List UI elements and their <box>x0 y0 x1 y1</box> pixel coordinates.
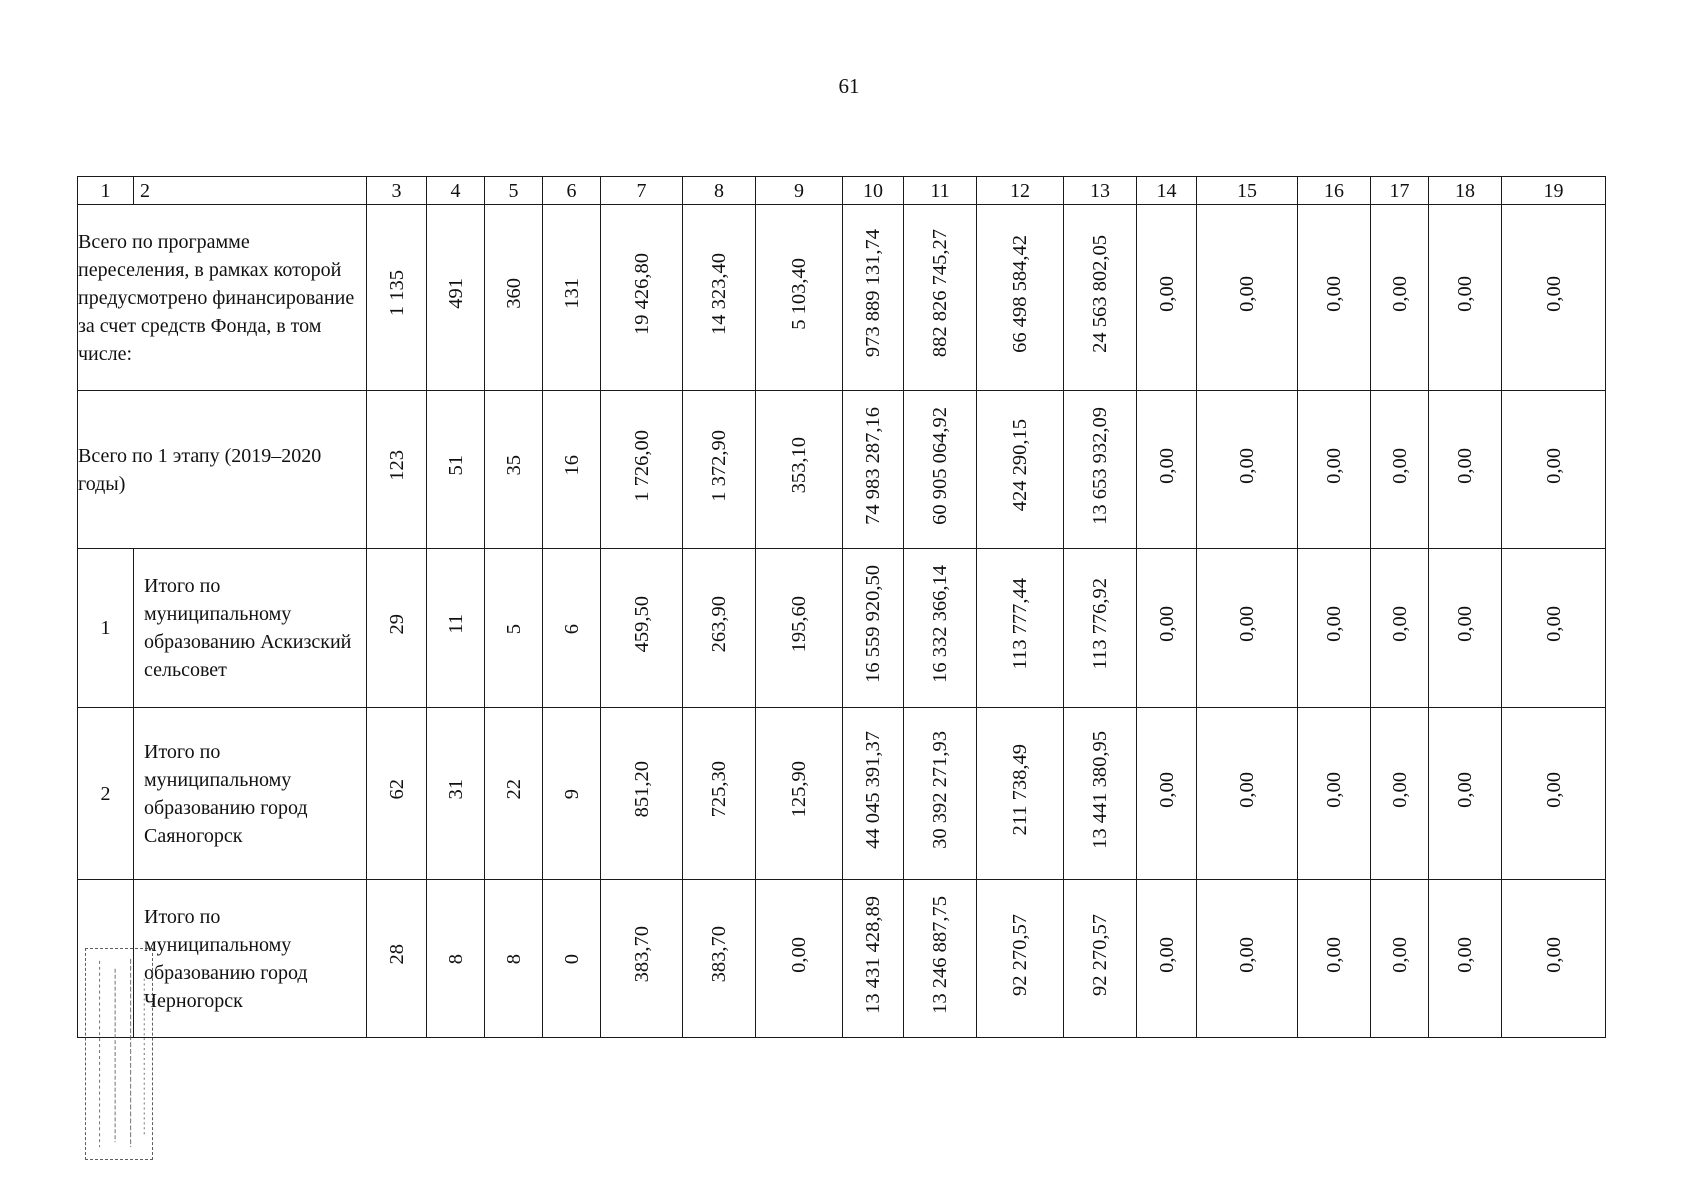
value-text: 0,00 <box>1155 447 1178 484</box>
value-cell-col-8 <box>683 549 756 708</box>
column-number-1: 1 <box>78 177 134 205</box>
value-cell-col-11 <box>904 880 977 1038</box>
municipality-row <box>78 880 1606 1038</box>
stamp <box>85 948 153 1160</box>
value-cell-col-4 <box>427 391 485 549</box>
value-text: 1 726,00 <box>630 429 653 502</box>
value-cell-col-15 <box>1197 708 1298 880</box>
value-text: 0,00 <box>1542 771 1565 808</box>
value-cell-col-9 <box>756 549 843 708</box>
value-text: 263,90 <box>708 595 730 653</box>
value-cell-col-12 <box>977 880 1064 1038</box>
value-cell-col-10 <box>843 880 904 1038</box>
value-cell-col-12 <box>977 549 1064 708</box>
value-text: 0,00 <box>1236 606 1258 642</box>
value-text: 29 <box>385 613 408 635</box>
value-cell-col-3 <box>367 708 427 880</box>
value-text: 8 <box>444 954 467 965</box>
value-text: 13 431 428,89 <box>862 895 884 1014</box>
value-text: 22 <box>502 779 525 800</box>
value-text: 28 <box>385 944 408 965</box>
value-text: 0,00 <box>1388 771 1411 808</box>
value-text: 0,00 <box>1542 606 1565 642</box>
column-number-16: 16 <box>1298 177 1371 205</box>
value-cell-col-16 <box>1298 708 1371 880</box>
value-cell-col-9 <box>756 205 843 391</box>
value-cell-col-14 <box>1137 549 1197 708</box>
value-text: 74 983 287,16 <box>862 406 884 525</box>
column-number-14: 14 <box>1137 177 1197 205</box>
value-text: 0,00 <box>1236 447 1258 484</box>
column-number-18: 18 <box>1429 177 1502 205</box>
value-cell-col-11 <box>904 708 977 880</box>
value-text: 11 <box>444 614 467 634</box>
municipality-row <box>78 708 1606 880</box>
value-cell-col-6 <box>543 205 601 391</box>
value-cell-col-17 <box>1371 549 1429 708</box>
value-cell-col-5 <box>485 391 543 549</box>
value-cell-col-16 <box>1298 549 1371 708</box>
value-text: 851,20 <box>630 761 653 818</box>
total-row <box>78 205 1606 391</box>
value-text: 5 <box>502 623 525 634</box>
value-cell-col-8 <box>683 708 756 880</box>
value-cell-col-11 <box>904 205 977 391</box>
value-text: 0,00 <box>1323 771 1345 808</box>
value-text: 0,00 <box>1323 447 1345 484</box>
column-number-10: 10 <box>843 177 904 205</box>
value-text: 13 653 932,09 <box>1089 406 1111 525</box>
column-number-7: 7 <box>601 177 683 205</box>
value-text: 0,00 <box>1388 936 1411 973</box>
value-cell-col-8 <box>683 205 756 391</box>
value-cell-col-8 <box>683 391 756 549</box>
row-label: Итого по муниципальному образованию город Саяногорск <box>134 708 367 880</box>
value-text: 31 <box>444 779 467 800</box>
value-text: 0,00 <box>1542 275 1565 312</box>
value-cell-col-7 <box>601 549 683 708</box>
column-number-5: 5 <box>485 177 543 205</box>
column-number-13: 13 <box>1064 177 1137 205</box>
value-cell-col-19 <box>1502 391 1606 549</box>
column-number-12: 12 <box>977 177 1064 205</box>
row-label: Итого по муниципальному образованию Аскизский сельсовет <box>134 549 367 708</box>
value-text: 131 <box>560 278 583 309</box>
value-text: 0,00 <box>1323 936 1345 973</box>
value-text: 0,00 <box>1388 275 1411 312</box>
value-cell-col-17 <box>1371 205 1429 391</box>
value-cell-col-15 <box>1197 205 1298 391</box>
value-text: 16 332 366,14 <box>929 565 951 683</box>
value-cell-col-18 <box>1429 391 1502 549</box>
column-number-15: 15 <box>1197 177 1298 205</box>
row-label: Всего по 1 этапу (2019–2020 годы) <box>78 391 367 549</box>
value-text: 0,00 <box>1236 275 1258 312</box>
value-cell-col-15 <box>1197 549 1298 708</box>
value-cell-col-13 <box>1064 391 1137 549</box>
value-text: 0,00 <box>1155 275 1178 312</box>
value-cell-col-9 <box>756 391 843 549</box>
value-text: 424 290,15 <box>1009 419 1031 512</box>
value-text: 0,00 <box>1542 447 1565 484</box>
value-cell-col-18 <box>1429 880 1502 1038</box>
value-text: 0,00 <box>1323 275 1345 312</box>
value-text: 5 103,40 <box>788 257 810 330</box>
value-cell-col-13 <box>1064 708 1137 880</box>
value-cell-col-5 <box>485 549 543 708</box>
value-text: 0,00 <box>1388 447 1411 484</box>
value-text: 16 <box>560 455 583 476</box>
value-text: 383,70 <box>630 926 653 983</box>
column-number-4: 4 <box>427 177 485 205</box>
value-text: 0,00 <box>1454 936 1476 973</box>
value-text: 725,30 <box>708 761 730 818</box>
row-label: Всего по программе переселения, в рамках которой предусмотрено финансирование за счет средств Фонда, в том числе: <box>78 205 367 391</box>
value-cell-col-11 <box>904 549 977 708</box>
value-text: 113 776,92 <box>1089 578 1111 670</box>
value-cell-col-13 <box>1064 549 1137 708</box>
value-cell-col-7 <box>601 391 683 549</box>
value-text: 0,00 <box>1155 936 1178 973</box>
row-number: 1 <box>78 549 134 708</box>
value-text: 125,90 <box>788 761 810 818</box>
municipality-row <box>78 549 1606 708</box>
column-number-11: 11 <box>904 177 977 205</box>
value-cell-col-14 <box>1137 880 1197 1038</box>
value-cell-col-17 <box>1371 391 1429 549</box>
value-text: 353,10 <box>788 437 810 494</box>
value-cell-col-16 <box>1298 205 1371 391</box>
value-cell-col-15 <box>1197 391 1298 549</box>
value-cell-col-18 <box>1429 708 1502 880</box>
value-text: 13 441 380,95 <box>1089 730 1111 849</box>
value-cell-col-12 <box>977 205 1064 391</box>
value-text: 0,00 <box>1155 771 1178 808</box>
column-number-row <box>78 177 1606 205</box>
value-cell-col-19 <box>1502 708 1606 880</box>
column-number-17: 17 <box>1371 177 1429 205</box>
value-text: 123 <box>385 450 408 481</box>
value-cell-col-17 <box>1371 880 1429 1038</box>
value-text: 0,00 <box>1323 606 1345 642</box>
value-text: 360 <box>502 278 525 309</box>
value-cell-col-5 <box>485 880 543 1038</box>
row-number: 2 <box>78 708 134 880</box>
value-cell-col-16 <box>1298 391 1371 549</box>
column-number-2: 2 <box>134 177 367 205</box>
value-text: 9 <box>560 789 583 800</box>
column-number-8: 8 <box>683 177 756 205</box>
value-cell-col-12 <box>977 391 1064 549</box>
value-text: 0,00 <box>1454 447 1476 484</box>
value-cell-col-6 <box>543 708 601 880</box>
value-cell-col-4 <box>427 205 485 391</box>
value-cell-col-6 <box>543 549 601 708</box>
value-text: 0,00 <box>1542 936 1565 973</box>
value-text: 973 889 131,74 <box>862 229 884 358</box>
value-text: 14 323,40 <box>708 252 730 335</box>
value-text: 0,00 <box>1236 771 1258 808</box>
value-cell-col-19 <box>1502 205 1606 391</box>
value-cell-col-11 <box>904 391 977 549</box>
value-text: 459,50 <box>630 595 653 653</box>
value-cell-col-13 <box>1064 205 1137 391</box>
value-text: 882 826 745,27 <box>929 229 951 358</box>
value-cell-col-4 <box>427 549 485 708</box>
value-cell-col-16 <box>1298 880 1371 1038</box>
value-cell-col-18 <box>1429 205 1502 391</box>
value-cell-col-6 <box>543 391 601 549</box>
value-text: 66 498 584,42 <box>1009 234 1031 353</box>
value-text: 1 135 <box>385 270 408 317</box>
value-cell-col-19 <box>1502 549 1606 708</box>
value-text: 16 559 920,50 <box>862 565 884 683</box>
value-cell-col-13 <box>1064 880 1137 1038</box>
value-cell-col-3 <box>367 880 427 1038</box>
value-cell-col-7 <box>601 708 683 880</box>
value-text: 0 <box>560 954 583 965</box>
value-text: 113 777,44 <box>1009 578 1031 670</box>
value-cell-col-14 <box>1137 391 1197 549</box>
value-text: 13 246 887,75 <box>929 895 951 1014</box>
value-cell-col-3 <box>367 549 427 708</box>
page-number: 61 <box>838 74 860 98</box>
value-cell-col-5 <box>485 205 543 391</box>
resettlement-finance-table <box>77 176 1606 1038</box>
value-text: 383,70 <box>708 926 730 983</box>
value-cell-col-12 <box>977 708 1064 880</box>
value-text: 62 <box>385 779 408 800</box>
value-text: 0,00 <box>1388 606 1411 642</box>
value-text: 92 270,57 <box>1009 913 1031 996</box>
value-cell-col-5 <box>485 708 543 880</box>
value-cell-col-6 <box>543 880 601 1038</box>
value-text: 24 563 802,05 <box>1089 234 1111 353</box>
value-cell-col-4 <box>427 708 485 880</box>
value-cell-col-9 <box>756 880 843 1038</box>
value-cell-col-10 <box>843 205 904 391</box>
value-cell-col-17 <box>1371 708 1429 880</box>
value-cell-col-3 <box>367 205 427 391</box>
column-number-9: 9 <box>756 177 843 205</box>
value-text: 491 <box>444 278 467 309</box>
value-cell-col-10 <box>843 391 904 549</box>
value-text: 0,00 <box>1454 606 1476 642</box>
value-text: 30 392 271,93 <box>929 730 951 849</box>
value-text: 195,60 <box>788 595 810 653</box>
value-text: 51 <box>444 455 467 476</box>
value-cell-col-7 <box>601 880 683 1038</box>
value-cell-col-15 <box>1197 880 1298 1038</box>
column-number-3: 3 <box>367 177 427 205</box>
value-cell-col-14 <box>1137 205 1197 391</box>
value-cell-col-3 <box>367 391 427 549</box>
value-text: 0,00 <box>1236 936 1258 973</box>
value-cell-col-14 <box>1137 708 1197 880</box>
value-text: 8 <box>502 954 525 965</box>
value-text: 1 372,90 <box>708 429 730 502</box>
row-label: Итого по муниципальному образованию город Черногорск <box>134 880 367 1038</box>
value-text: 92 270,57 <box>1089 913 1111 996</box>
value-text: 0,00 <box>1454 275 1476 312</box>
value-text: 19 426,80 <box>630 252 653 335</box>
value-cell-col-10 <box>843 549 904 708</box>
total-row <box>78 391 1606 549</box>
column-number-6: 6 <box>543 177 601 205</box>
value-cell-col-10 <box>843 708 904 880</box>
value-cell-col-9 <box>756 708 843 880</box>
value-cell-col-18 <box>1429 549 1502 708</box>
value-text: 35 <box>502 455 525 476</box>
value-text: 0,00 <box>788 936 810 973</box>
value-text: 0,00 <box>1155 606 1178 642</box>
value-text: 6 <box>560 623 583 634</box>
value-text: 44 045 391,37 <box>862 730 884 849</box>
value-text: 211 738,49 <box>1009 743 1031 836</box>
value-cell-col-8 <box>683 880 756 1038</box>
value-text: 0,00 <box>1454 771 1476 808</box>
value-text: 60 905 064,92 <box>929 406 951 525</box>
value-cell-col-4 <box>427 880 485 1038</box>
value-cell-col-19 <box>1502 880 1606 1038</box>
column-number-19: 19 <box>1502 177 1606 205</box>
value-cell-col-7 <box>601 205 683 391</box>
